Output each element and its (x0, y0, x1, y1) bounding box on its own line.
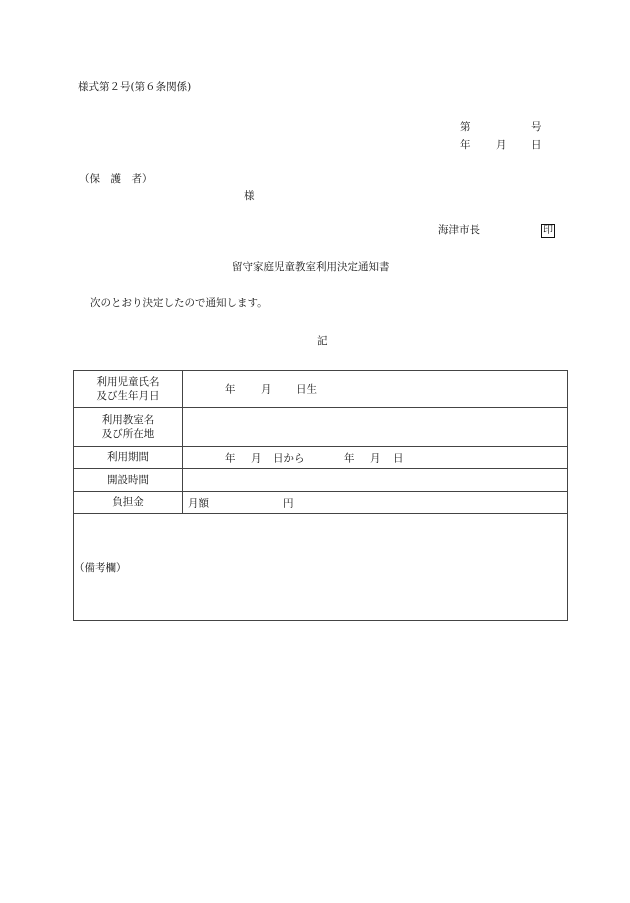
period-end-day: 日 (393, 452, 404, 464)
birth-year: 年 (225, 383, 236, 396)
issuer-name: 海津市長 (438, 224, 480, 236)
table-row-fee (74, 492, 568, 514)
room-value-cell (183, 408, 568, 447)
decision-table (73, 370, 568, 621)
table-row-period (74, 447, 568, 469)
table-row-room (74, 408, 568, 447)
period-start-month: 月 (251, 452, 262, 464)
document-body: 次のとおり決定したので通知します。 (90, 297, 268, 309)
child-value-cell (183, 371, 568, 408)
remarks-label: （備考欄） (74, 561, 127, 574)
fee-monthly: 月額 (188, 497, 209, 509)
recipient-honorific: 様 (244, 190, 255, 202)
table-row-remarks (74, 514, 568, 621)
child-label-line2: 及び生年月日 (96, 390, 160, 402)
birth-month: 月 (261, 383, 272, 396)
child-label-cell (74, 371, 183, 408)
table-row-hours (74, 469, 568, 492)
issuer-seal (541, 224, 555, 238)
period-start-year: 年 (225, 452, 236, 464)
period-value-cell (183, 447, 568, 469)
date-day: 日 (531, 139, 542, 151)
fee-value-cell (183, 492, 568, 514)
fee-yen: 円 (283, 497, 294, 509)
birth-day: 日生 (296, 383, 317, 396)
document-title: 留守家庭児童教室利用決定通知書 (232, 261, 390, 273)
date-month: 月 (496, 139, 507, 151)
hours-value-cell (183, 469, 568, 492)
child-label-line1: 利用児童氏名 (96, 375, 160, 388)
fee-label: 負担金 (74, 492, 183, 514)
period-start-day: 日から (273, 452, 305, 464)
recipient-label: （保 護 者） (79, 173, 153, 185)
date-year: 年 (460, 139, 471, 151)
remarks-cell (74, 514, 568, 621)
issue-number-dai: 第 (460, 121, 471, 133)
period-end-year: 年 (344, 452, 355, 464)
form-number: 様式第２号(第６条関係) (78, 81, 192, 93)
hours-label: 開設時間 (74, 469, 183, 492)
period-end-month: 月 (370, 452, 381, 464)
room-label-cell (74, 408, 183, 447)
room-label-line2: 及び所在地 (101, 428, 155, 440)
ki-label: 記 (317, 335, 328, 347)
room-label-line1: 利用教室名 (101, 413, 155, 426)
table-row-child (74, 371, 568, 408)
period-label: 利用期間 (74, 447, 183, 469)
issue-number-go: 号 (531, 121, 542, 133)
seal-mark: 印 (543, 225, 553, 236)
